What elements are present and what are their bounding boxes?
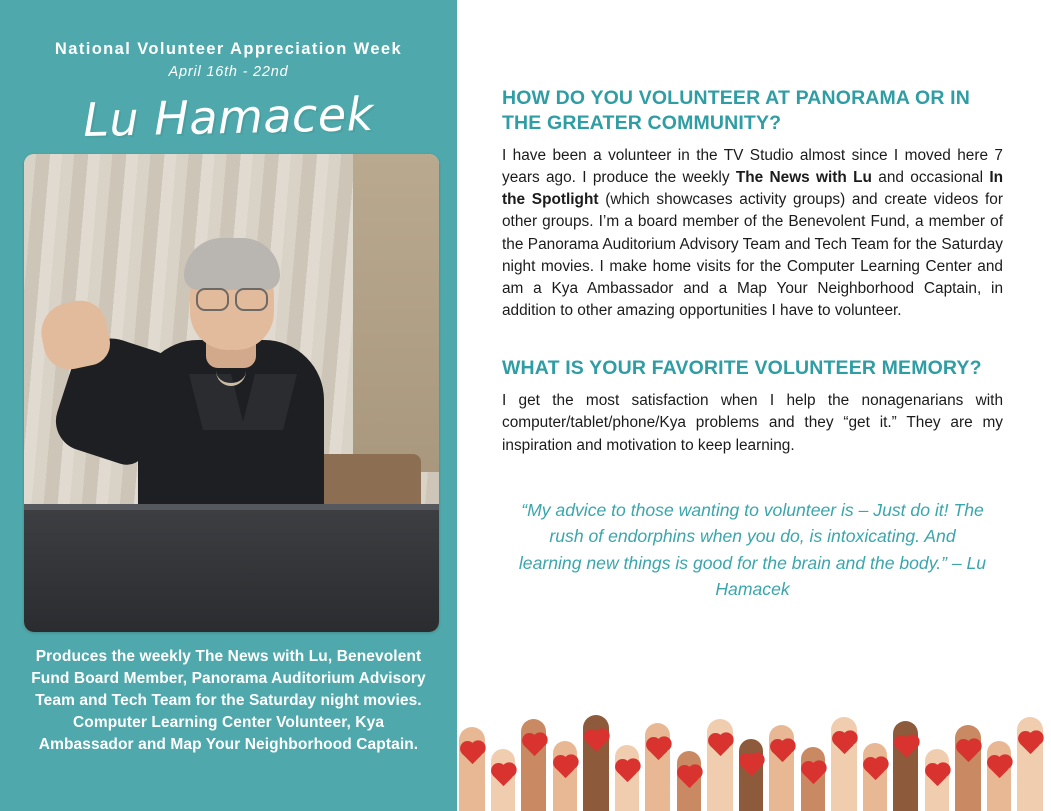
pull-quote: “My advice to those wanting to volunteer is – Just do it! The rush of endorphins when you do, is intoxicating. And learning new things is good for the brain and the body.” – Lu Hamacek — [518, 499, 987, 599]
week-dates: April 16th - 22nd — [168, 64, 289, 81]
raised-hand — [459, 727, 485, 811]
answer-1-part1: I have been a volunteer in the TV Studio almost since I moved here 7 years ago. I produce the weekly — [502, 146, 1003, 187]
answer-2-text: I get the most satisfaction when I help the nonagenarians with computer/tablet/phone/Kya problems and they “get it.” They are my inspiration and motivation to keep learning. — [502, 392, 1003, 454]
section-spacer — [502, 322, 1003, 356]
photo-eyeglasses — [196, 288, 268, 308]
answer-1-text — [502, 145, 1003, 322]
caption-text: Produces the weekly The News with Lu, Benevolent Fund Board Member, Panorama Auditorium Advisory Team and Tech Team for the Saturday night movies. Computer Learning Center Volunteer, Kya Ambassador and Map Your Neighborhood Captain. — [31, 648, 426, 754]
photo-person-hair — [184, 238, 280, 290]
photo-wall-panel — [353, 154, 439, 472]
left-panel-content — [0, 0, 457, 811]
photo-collar-right — [241, 374, 297, 430]
question-2-heading: WHAT IS YOUR FAVORITE VOLUNTEER MEMORY? — [502, 357, 982, 380]
answer-1-bold-2: In the Spotlight — [502, 169, 1003, 209]
right-content-panel — [457, 0, 1051, 811]
volunteer-roles-caption — [27, 646, 431, 756]
question-1-heading: HOW DO YOU VOLUNTEER AT PANORAMA OR IN THE GREATER COMMUNITY? — [502, 87, 970, 134]
answer-1-part2: and occasional — [871, 169, 990, 187]
week-title: National Volunteer Appreciation Week — [54, 40, 403, 58]
left-teal-panel — [0, 0, 457, 811]
volunteer-photo — [24, 154, 439, 632]
person-name-heading: Lu Hamacek — [82, 87, 375, 148]
page-right-margin — [1041, 0, 1051, 811]
answer-1-bold-1: The News with Lu — [735, 169, 872, 187]
raised-hands-footer — [457, 707, 1051, 811]
photo-person — [120, 236, 338, 536]
answer-1-part3: (which showcases activity groups) and create videos for other groups. I’m a board member of the Benevolent Fund, a member of the Panorama Auditorium Advisory Team and Tech Team for the Saturday night movies. I make home visits for the Computer Learning Center and am a Kya Ambassador and a Map Your Neighborhood Captain, in addition to other amazing opportunities I have to volunteer. — [502, 191, 1003, 320]
photo-table — [24, 504, 439, 632]
